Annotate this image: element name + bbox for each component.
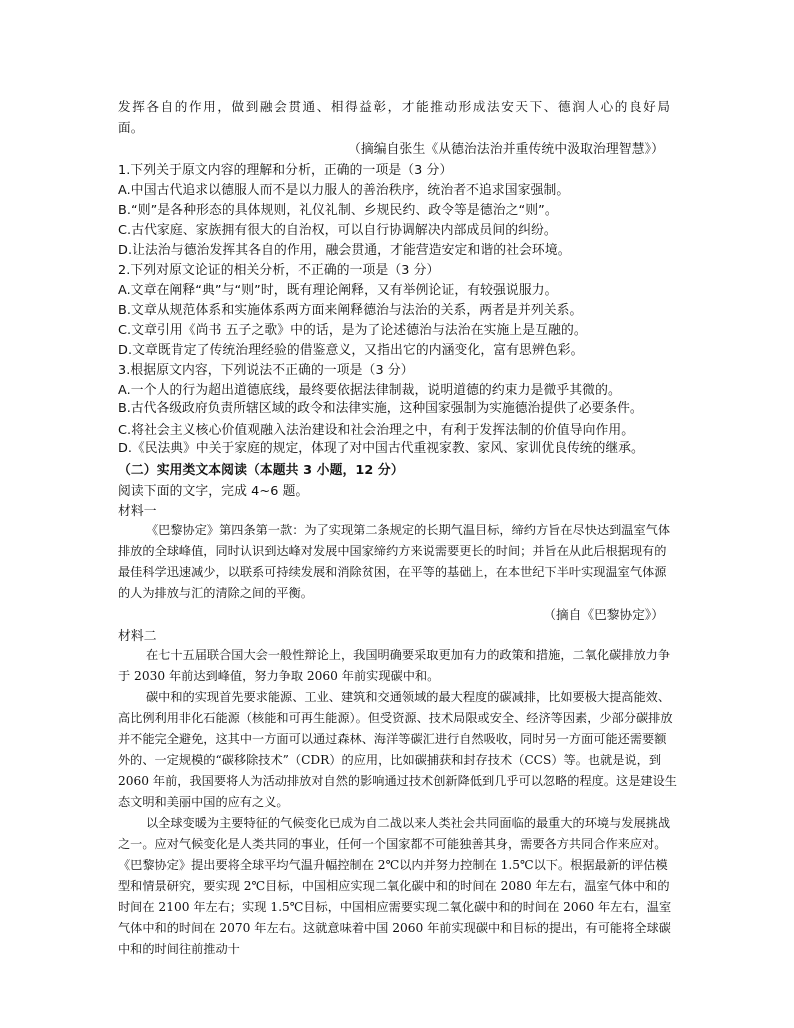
question-2-option-d: D.文章既肯定了传统治理经验的借鉴意义，又指出它的内涵变化，富有思辨色彩。 — [118, 343, 584, 358]
section-2-heading: （二）实用类文本阅读（本题共 3 小题，12 分） — [118, 463, 404, 478]
exam-page — [118, 96, 678, 960]
question-1-option-d: D.让法治与德治发挥其各自的作用，融会贯通，才能营造安定和谐的社会环境。 — [118, 243, 571, 258]
question-3-stem: 3.根据原文内容，下列说法不正确的一项是（3 分） — [118, 363, 414, 378]
question-3-option-b: B.古代各级政府负责所辖区域的政令和法律实施，这种国家强制为实施德治提供了必要条件。 — [118, 401, 643, 416]
material-1-label: 材料一 — [118, 504, 157, 519]
question-1-option-a: A.中国古代追求以德服人而不是以力服人的善治秩序，统治者不追求国家强制。 — [118, 183, 570, 198]
question-3-option-a: A.一个人的行为超出道德底线，最终要依据法律制裁，说明道德的约束力是微乎其微的。 — [118, 383, 621, 398]
material-2-paragraph-3: 以全球变暖为主要特征的气候变化已成为自二战以来人类社会共同面临的最重大的环境与发展挑战之一。应对气候变化是人类共同的事业，任何一个国家都不可能独善其身，需要各方共同合作来应对。《巴黎协定》提出要将全球平均气温升幅控制在 2℃以内并努力控制在 1.5℃以下。根据最新的评估模型和情景研究，要实现 2℃目标，中国相应实现二氧化碳中和的时间在 2080 年左右，温室气体中和的时间在 2100 年左右；实现 1.5℃目标，中国相应需要实现二氧化碳中和的时间在 2060 年左右，温室气体中和的时间在 2070 年左右。这就意味着中国 2060 年前实现碳中和目标的提出，有可能将全球碳中和的时间往前推动十 — [118, 816, 672, 956]
material-1-text: 《巴黎协定》第四条第一款：为了实现第二条规定的长期气温目标，缔约方旨在尽快达到温室气体排放的全球峰值，同时认识到达峰对发展中国家缔约方来说需要更长的时间；并旨在从此后根据现有的最佳科学迅速减少，以联系可持续发展和消除贫困，在平等的基础上，在本世纪下半叶实现温室气体源的人为排放与汇的清除之间的平衡。 — [118, 523, 671, 600]
material-2-paragraph-1: 在七十五届联合国大会一般性辩论上，我国明确要采取更加有力的政策和措施，二氧化碳排放力争于 2030 年前达到峰值，努力争取 2060 年前实现碳中和。 — [118, 648, 671, 683]
material-2-label: 材料二 — [118, 629, 157, 644]
question-2-stem: 2.下列对原文论证的相关分析，不正确的一项是（3 分） — [118, 263, 440, 278]
question-2-option-c: C.文章引用《尚书 五子之歌》中的话，是为了论述德治与法治在实施上是互融的。 — [118, 323, 587, 338]
question-1-option-c: C.古代家庭、家族拥有很大的自治权，可以自行协调解决内部成员间的纠纷。 — [118, 223, 557, 238]
question-1-option-b: B.“则”是各种形态的具体规则，礼仪礼制、乡规民约、政令等是德治之“则”。 — [118, 203, 558, 218]
question-2-option-b: B.文章从规范体系和实施体系两方面来阐释德治与法治的关系，两者是并列关系。 — [118, 303, 583, 318]
material-2-paragraph-2: 碳中和的实现首先要求能源、工业、建筑和交通领域的最大程度的碳减排，比如要极大提高能效、高比例利用非化石能源（核能和可再生能源）。但受资源、技术局限或安全、经济等因素，少部分碳排放并不能完全避免，这其中一方面可以通过森林、海洋等碳汇进行自然吸收，同时另一方面可能还需要额外的、一定规模的“碳移除技术”（CDR）的应用，比如碳捕获和封存技术（CCS）等。也就是说，到 2060 年前，我国要将人为活动排放对自然的影响通过技术创新降低到几乎可以忽略的程度。这是建设生态文明和美丽中国的应有之义。 — [118, 690, 677, 809]
passage-tail-line1: 发挥各自的作用，做到融会贯通、相得益彰，才能推动形成法安天下、德润人心的良好局 — [118, 99, 672, 114]
passage-source: （摘编自张生《从德治法治并重传统中汲取治理智慧》） — [347, 142, 664, 157]
material-1-source: （摘自《巴黎协定》） — [543, 607, 664, 622]
question-3-option-d: D.《民法典》中关于家庭的规定，体现了对中国古代重视家教、家风、家训优良传统的继承。 — [118, 441, 644, 456]
passage-tail-line2: 面。 — [118, 120, 144, 135]
section-2-instruction: 阅读下面的文字，完成 4~6 题。 — [118, 484, 309, 499]
question-2-option-a: A.文章在阐释“典”与“则”时，既有理论阐释，又有举例论证，有较强说服力。 — [118, 283, 558, 298]
question-1-stem: 1.下列关于原文内容的理解和分析，正确的一项是（3 分） — [118, 163, 453, 178]
question-3-option-c: C.将社会主义核心价值观融入法治建设和社会治理之中，有利于发挥法制的价值导向作用。 — [118, 423, 635, 438]
